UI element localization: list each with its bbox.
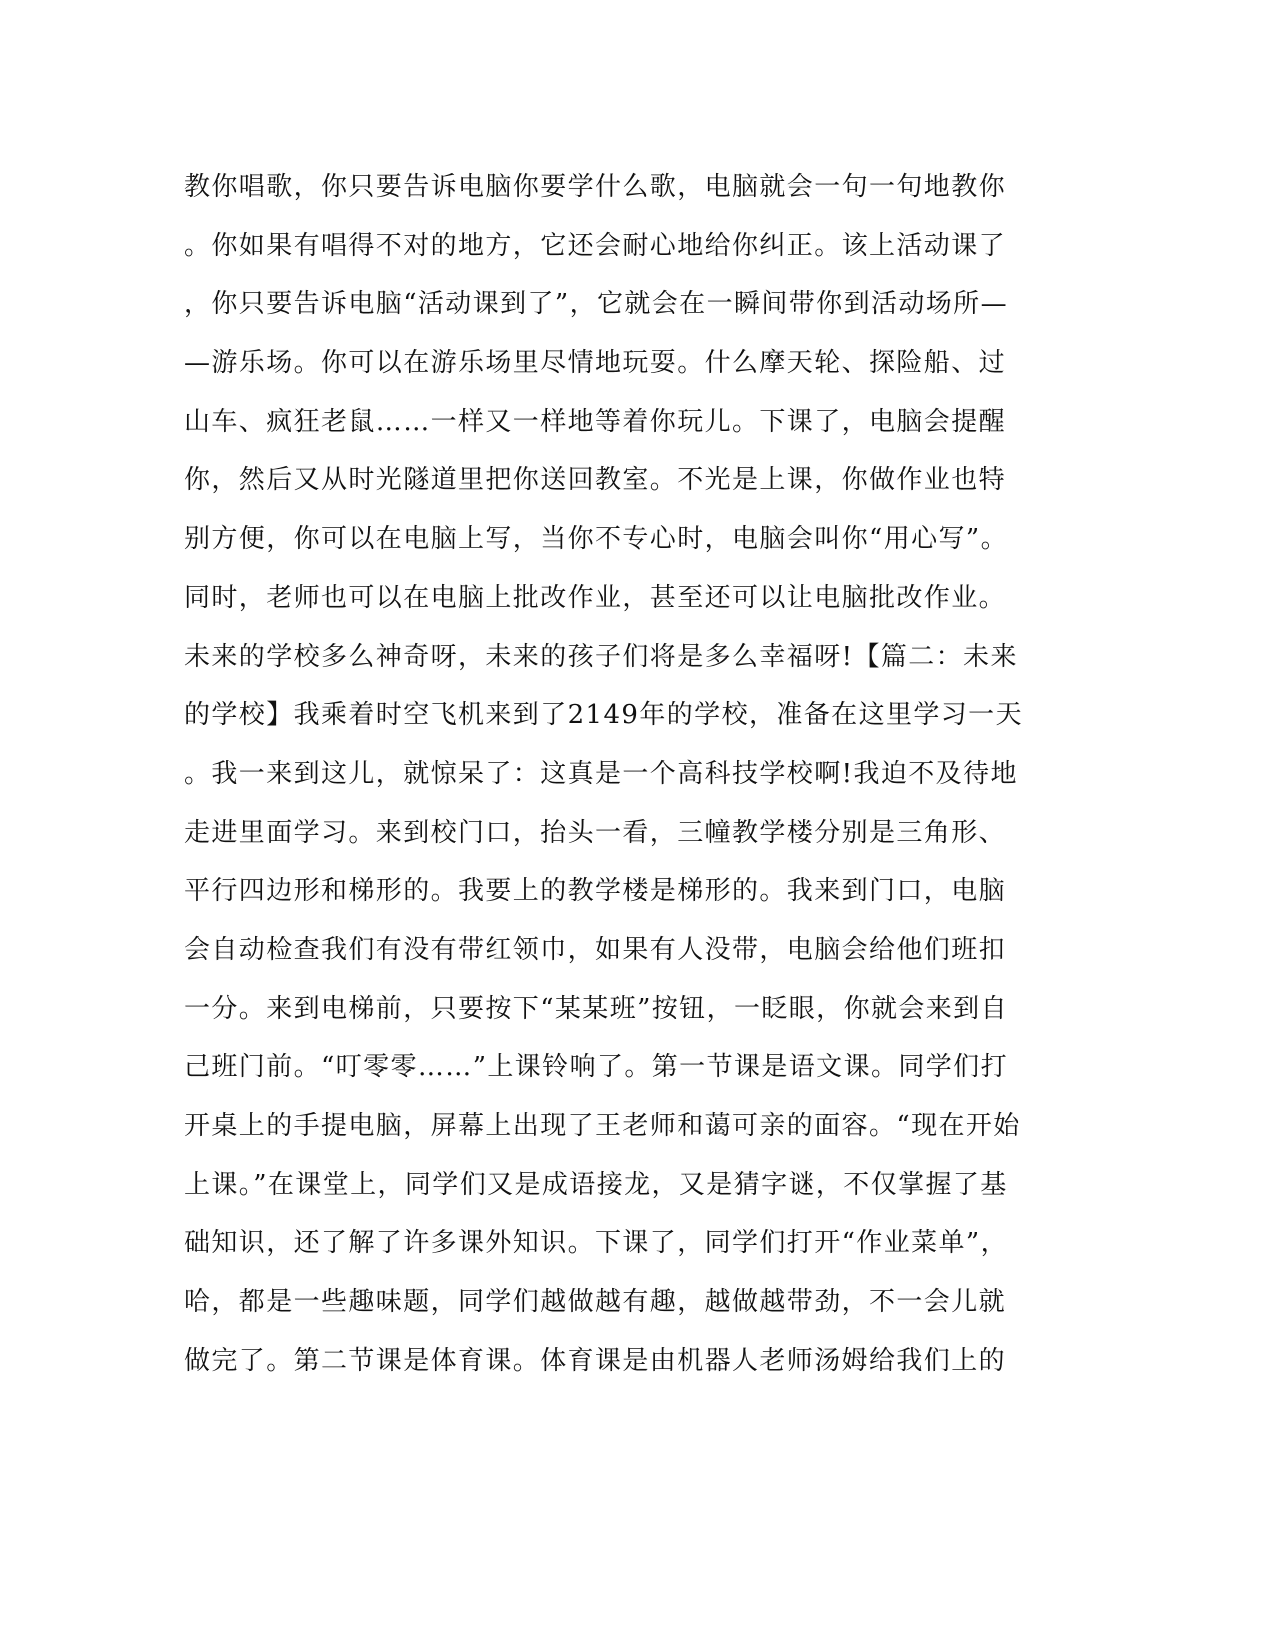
text-line: 走进里面学习。来到校门口，抬头一看，三幢教学楼分别是三角形、 — [184, 817, 1007, 848]
text-line: 教你唱歌，你只要告诉电脑你要学什么歌，电脑就会一句一句地教你 — [184, 172, 1007, 202]
text-line: 。你如果有唱得不对的地方，它还会耐心地给你纠正。该上活动课了 — [184, 230, 1007, 261]
text-line: 开桌上的手提电脑，屏幕上出现了王老师和蔼可亲的面容。“现在开始 — [184, 1111, 1021, 1141]
text-line: 同时，老师也可以在电脑上批改作业，甚至还可以让电脑批改作业。 — [184, 582, 1007, 613]
text-line: 做完了。第二节课是体育课。体育课是由机器人老师汤姆给我们上的 — [184, 1345, 1007, 1376]
text-line: 己班门前。“叮零零……”上课铃响了。第一节课是语文课。同学们打 — [184, 1052, 1008, 1083]
text-line: ，你只要告诉电脑“活动课到了”，它就会在一瞬间带你到活动场所— — [184, 289, 1008, 320]
text-line: 的学校】我乘着时空飞机来到了2149年的学校，准备在这里学习一天 — [184, 700, 1023, 731]
body-text — [184, 158, 1044, 1390]
text-line: 别方便，你可以在电脑上写，当你不专心时，电脑会叫你“用心写”。 — [184, 524, 1008, 555]
text-line: 你，然后又从时光隧道里把你送回教室。不光是上课，你做作业也特 — [184, 465, 1007, 496]
text-line: 山车、疯狂老鼠……一样又一样地等着你玩儿。下课了，电脑会提醒 — [184, 406, 1007, 437]
text-line: 未来的学校多么神奇呀，未来的孩子们将是多么幸福呀!【篇二：未来 — [184, 641, 1018, 672]
text-line: 上课。”在课堂上，同学们又是成语接龙，又是猜字谜，不仅掌握了基 — [184, 1169, 1008, 1200]
text-line: 哈，都是一些趣味题，同学们越做越有趣，越做越带劲，不一会儿就 — [184, 1287, 1007, 1318]
text-line: 一分。来到电梯前，只要按下“某某班”按钮，一眨眼，你就会来到自 — [184, 993, 1008, 1024]
text-line: 平行四边形和梯形的。我要上的教学楼是梯形的。我来到门口，电脑 — [184, 876, 1007, 907]
text-line: 础知识，还了解了许多课外知识。下课了，同学们打开“作业菜单”， — [184, 1228, 1008, 1259]
text-line: 。我一来到这儿，就惊呆了：这真是一个高科技学校啊!我迫不及待地 — [184, 758, 1018, 789]
text-line: 会自动检查我们有没有带红领巾，如果有人没带，电脑会给他们班扣 — [184, 934, 1007, 965]
text-line: —游乐场。你可以在游乐场里尽情地玩耍。什么摩天轮、探险船、过 — [184, 348, 1007, 379]
